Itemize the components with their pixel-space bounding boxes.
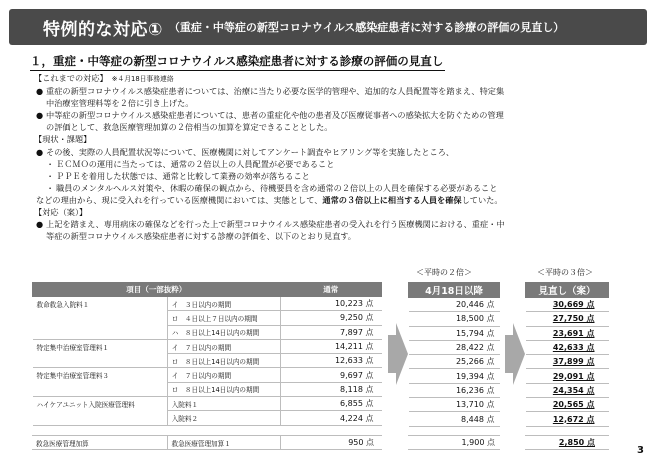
double-value: 13,710 点 (409, 398, 500, 412)
current-sub-2: ・ ＰＰＥを着用した状態では、通常と比較して業務の効率が落ちること (46, 170, 310, 181)
row-subitem: ロ ８日以上14日以内の期間 (167, 382, 280, 396)
row-normal-value: 12,633 点 (280, 354, 381, 368)
dot-icon: ・ (46, 182, 55, 193)
previous-bullet-1: ● 重症の新型コロナウイルス感染症患者については、治療に当たり必要な医学的管理や、追加的な人員配置等を踏まえ、特定集 中治療室管理料等を２倍に引き上げた。 (36, 86, 505, 109)
bullet-icon: ● (36, 146, 44, 157)
double-extra (408, 435, 500, 450)
page-subtitle: （重症・中等症の新型コロナウイルス感染症患者に対する診療の評価の見直し） (168, 21, 565, 34)
row-category (33, 311, 168, 325)
current-header-row (34, 133, 638, 145)
row-category: 救命救急入院料１ (33, 297, 168, 311)
triple-value: 42,633 点 (526, 340, 609, 354)
table-row (33, 325, 382, 339)
row-subitem: 入院料１ (167, 397, 280, 411)
double-value: 25,266 点 (409, 355, 500, 369)
triple-column-header: 見直し（案） (526, 283, 609, 298)
table-row (32, 436, 382, 450)
previous-bullet-2: ● 中等症の新型コロナウイルス感染症患者については、患者の重症化や他の患者及び医療従事者への感染拡大を防ぐための管理 の評価として、救急医療管理加算の２倍相当の加算を算定できることとした。 (36, 110, 504, 133)
triple-value: 20,565 点 (526, 398, 609, 412)
table-row (33, 311, 382, 325)
row-normal-value: 14,211 点 (280, 339, 381, 353)
row-normal-value: 7,897 点 (280, 325, 381, 339)
row-subitem: イ ３日以内の期間 (167, 297, 280, 311)
bullet-icon: ● (36, 110, 44, 121)
row-normal-value: 8,118 点 (280, 382, 381, 396)
previous-header-row (34, 72, 638, 85)
double-label: ＜平時の２倍＞ (416, 268, 472, 277)
table-row (33, 354, 382, 368)
double-value: 8,448 点 (409, 412, 500, 426)
dot-icon: ・ (46, 158, 55, 169)
current-header: 【現状・課題】 (34, 134, 92, 145)
row-category: 救急医療管理加算 (32, 436, 167, 450)
triple-value: 24,354 点 (526, 383, 609, 397)
row-category (33, 354, 168, 368)
row-category (33, 411, 168, 425)
triple-value: 27,750 点 (526, 312, 609, 326)
triple-extra-value: 2,850 点 (525, 436, 609, 450)
row-subitem: ロ ８日以上14日以内の期間 (167, 354, 280, 368)
current-sub-3: ・ 職員のメンタルヘルス対策や、休暇の確保の観点から、待機要員を含め通常の２倍以上の人員を確保する必要があること (46, 182, 498, 193)
double-value: 19,394 点 (409, 369, 500, 383)
row-category: 特定集中治療室管理料１ (33, 339, 168, 353)
double-column (408, 282, 500, 427)
double-value: 16,236 点 (409, 383, 500, 397)
item-column-header: 項目（一部抜粋） (33, 283, 281, 297)
previous-note: ※４月18日事務連絡 (111, 75, 174, 83)
row-subitem: イ ７日以内の期間 (167, 339, 280, 353)
triple-label: ＜平時の３倍＞ (537, 268, 593, 277)
table-row (33, 411, 382, 425)
triple-value: 37,899 点 (526, 355, 609, 369)
triple-value: 30,669 点 (526, 298, 609, 312)
table-row (33, 397, 382, 411)
row-subitem: イ ７日以内の期間 (167, 368, 280, 382)
row-subitem: 入院料２ (167, 411, 280, 425)
table-row (33, 339, 382, 353)
row-normal-value: 9,697 点 (280, 368, 381, 382)
row-subitem: 救急医療管理加算１ (167, 436, 280, 450)
dot-icon: ・ (46, 170, 55, 181)
row-normal-value: 950 点 (280, 436, 382, 450)
body-text (34, 72, 638, 242)
extra-table (32, 435, 382, 450)
row-category (33, 382, 168, 396)
row-normal-value: 9,250 点 (280, 311, 381, 325)
previous-header: 【これまでの対応】 (34, 73, 108, 83)
points-table (32, 282, 382, 426)
triple-value: 29,091 点 (526, 369, 609, 383)
row-subitem: ハ ８日以上14日以内の期間 (167, 325, 280, 339)
table-row (33, 382, 382, 396)
double-value: 20,446 点 (409, 298, 500, 312)
arrow-right-icon (505, 323, 525, 385)
plan-header-row (34, 206, 638, 218)
triple-column (525, 282, 609, 427)
row-normal-value: 6,855 点 (280, 397, 381, 411)
current-sub-1: ・ ＥＣＭＯの運用に当たっては、通常の２倍以上の人員配置が必要であること (46, 158, 335, 169)
table-row (33, 368, 382, 382)
row-category: 特定集中治療室管理料３ (33, 368, 168, 382)
row-category (33, 325, 168, 339)
table-row (33, 297, 382, 311)
row-category: ハイケアユニット入院医療管理料 (33, 397, 168, 411)
double-extra-value: 1,900 点 (408, 436, 500, 450)
plan-header: 【対応（案）】 (34, 207, 88, 218)
emphasis-text: 通常の３倍以上に相当する人員を確保 (322, 194, 462, 205)
bullet-icon: ● (36, 86, 44, 97)
page-title: 特例的な対応① (43, 19, 163, 40)
normal-column-header: 通常 (280, 283, 381, 297)
row-normal-value: 10,223 点 (280, 297, 381, 311)
double-column-header: 4月18日以降 (409, 283, 500, 298)
row-subitem: ロ ４日以上７日以内の期間 (167, 311, 280, 325)
triple-value: 12,672 点 (526, 412, 609, 426)
arrow-right-icon (388, 323, 408, 385)
section-heading: １，重症・中等症の新型コロナウイルス感染症患者に対する診療の評価の見直し (30, 53, 445, 71)
row-normal-value: 4,224 点 (280, 411, 381, 425)
double-value: 15,794 点 (409, 326, 500, 340)
page-number: 3 (637, 445, 644, 456)
current-bullet-1: ● その後、実際の人員配置状況等について、医療機関に対してアンケート調査やヒアリング等を実施したところ、 (36, 146, 455, 157)
triple-value: 23,691 点 (526, 326, 609, 340)
triple-extra (525, 435, 609, 450)
bullet-icon: ● (36, 219, 44, 230)
plan-bullet: ● 上記を踏まえ、専用病床の確保などを行った上で新型コロナウイルス感染症患者の受入れを行う医療機関における、重症・中 等症の新型コロナウイルス感染症患者に対する診療の評価を、以下のとおり見直す。 (36, 219, 505, 242)
current-conclusion: などの理由から、現に受入れを行っている医療機関においては、実態として、通常の３倍以上に相当する人員を確保していた。 (36, 194, 503, 205)
double-value: 28,422 点 (409, 340, 500, 354)
title-bar (9, 9, 647, 45)
double-value: 18,500 点 (409, 312, 500, 326)
